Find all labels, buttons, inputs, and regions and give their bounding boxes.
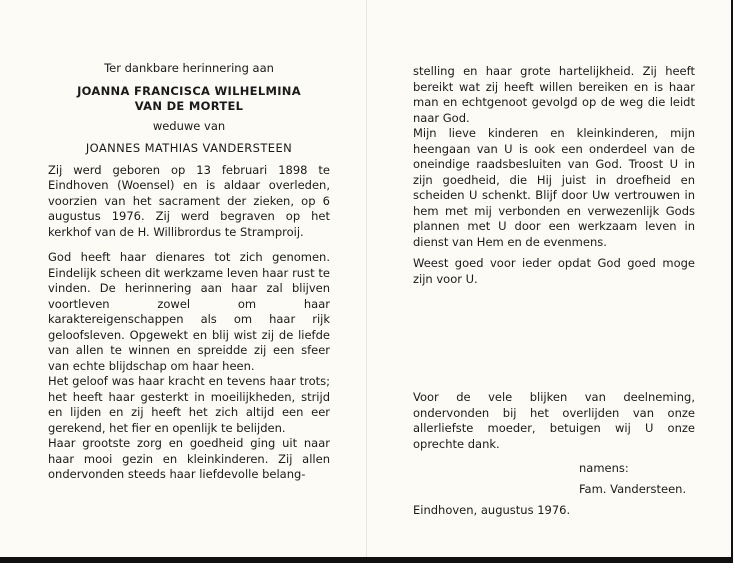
thanks-paragraph: Voor de vele blijken van deelneming, ondervonden bij het overlijden van onze allerliefste moeder, betuigen wij U onze oprechte dank.: [413, 390, 695, 451]
right-page: [413, 0, 695, 517]
text-paragraph: stelling en haar grote hartelijkheid. Zij heeft bereikt wat zij heeft willen bereiken en is haar man en echtgenoot gevolgd op de weg die leidt naar God.: [413, 64, 695, 125]
text-paragraph: Haar grootste zorg en goedheid ging uit naar haar mooi gezin en kleinkinderen. Zij allen ondervonden steeds haar liefdevolle belang-: [48, 436, 330, 481]
text-paragraph: God heeft haar dienares tot zich genomen. Eindelijk scheen dit werkzame leven haar rust te vinden. De herinnering aan haar zal blijven voortleven zowel om haar karaktereigenschappen als om haar rijk geloofsleven. Opgewekt en blij wist zij de liefde van allen te winnen en spreidde zij een sfeer van echte blijdschap om haar heen.: [48, 250, 330, 373]
deceased-name-line1: JOANNA FRANCISCA WILHELMINA: [77, 83, 301, 98]
card-fold: [366, 0, 367, 557]
place-and-date: Eindhoven, augustus 1976.: [413, 503, 571, 517]
left-page: [48, 0, 330, 483]
family-signature: Fam. Vandersteen.: [579, 482, 687, 496]
text-paragraph: Mijn lieve kinderen en kleinkinderen, mijn heengaan van U is ook een onderdeel van de oneindige raadsbesluiten van God. Troost U in zijn goedheid, die Hij juist in droefheid en scheiden U schenkt. Blijf door Uw vertrouwen in hem met mij verbonden en verwezenlijk Gods plannen met U door een werkzaam leven in dienst van Hem en de evenmens.: [413, 126, 695, 249]
biography-paragraph: Zij werd geboren op 13 februari 1898 te Eindhoven (Woensel) en is aldaar overleden, voorzien van het sacrament der zieken, op 6 augustus 1976. Zij werd begraven op het kerkhof van de H. Willibrordus te Stramproij.: [48, 162, 330, 239]
text-paragraph: Het geloof was haar kracht en tevens haar trots; het heeft haar gesterkt in moeilijkheden, strijd en lijden en zij heeft het zich altijd een eer gerekend, het fier en openlijk te belijden.: [48, 374, 330, 435]
widow-of-label: weduwe van: [152, 118, 226, 133]
intro-line: Ter dankbare herinnering aan: [104, 61, 274, 75]
text-paragraph: Weest goed voor ieder opdat God goed moge zijn voor U.: [413, 256, 695, 286]
signoff-label: namens:: [579, 461, 629, 475]
deceased-name-line2: VAN DE MORTEL: [134, 99, 244, 113]
husband-name: JOANNES MATHIAS VANDERSTEEN: [85, 141, 293, 155]
